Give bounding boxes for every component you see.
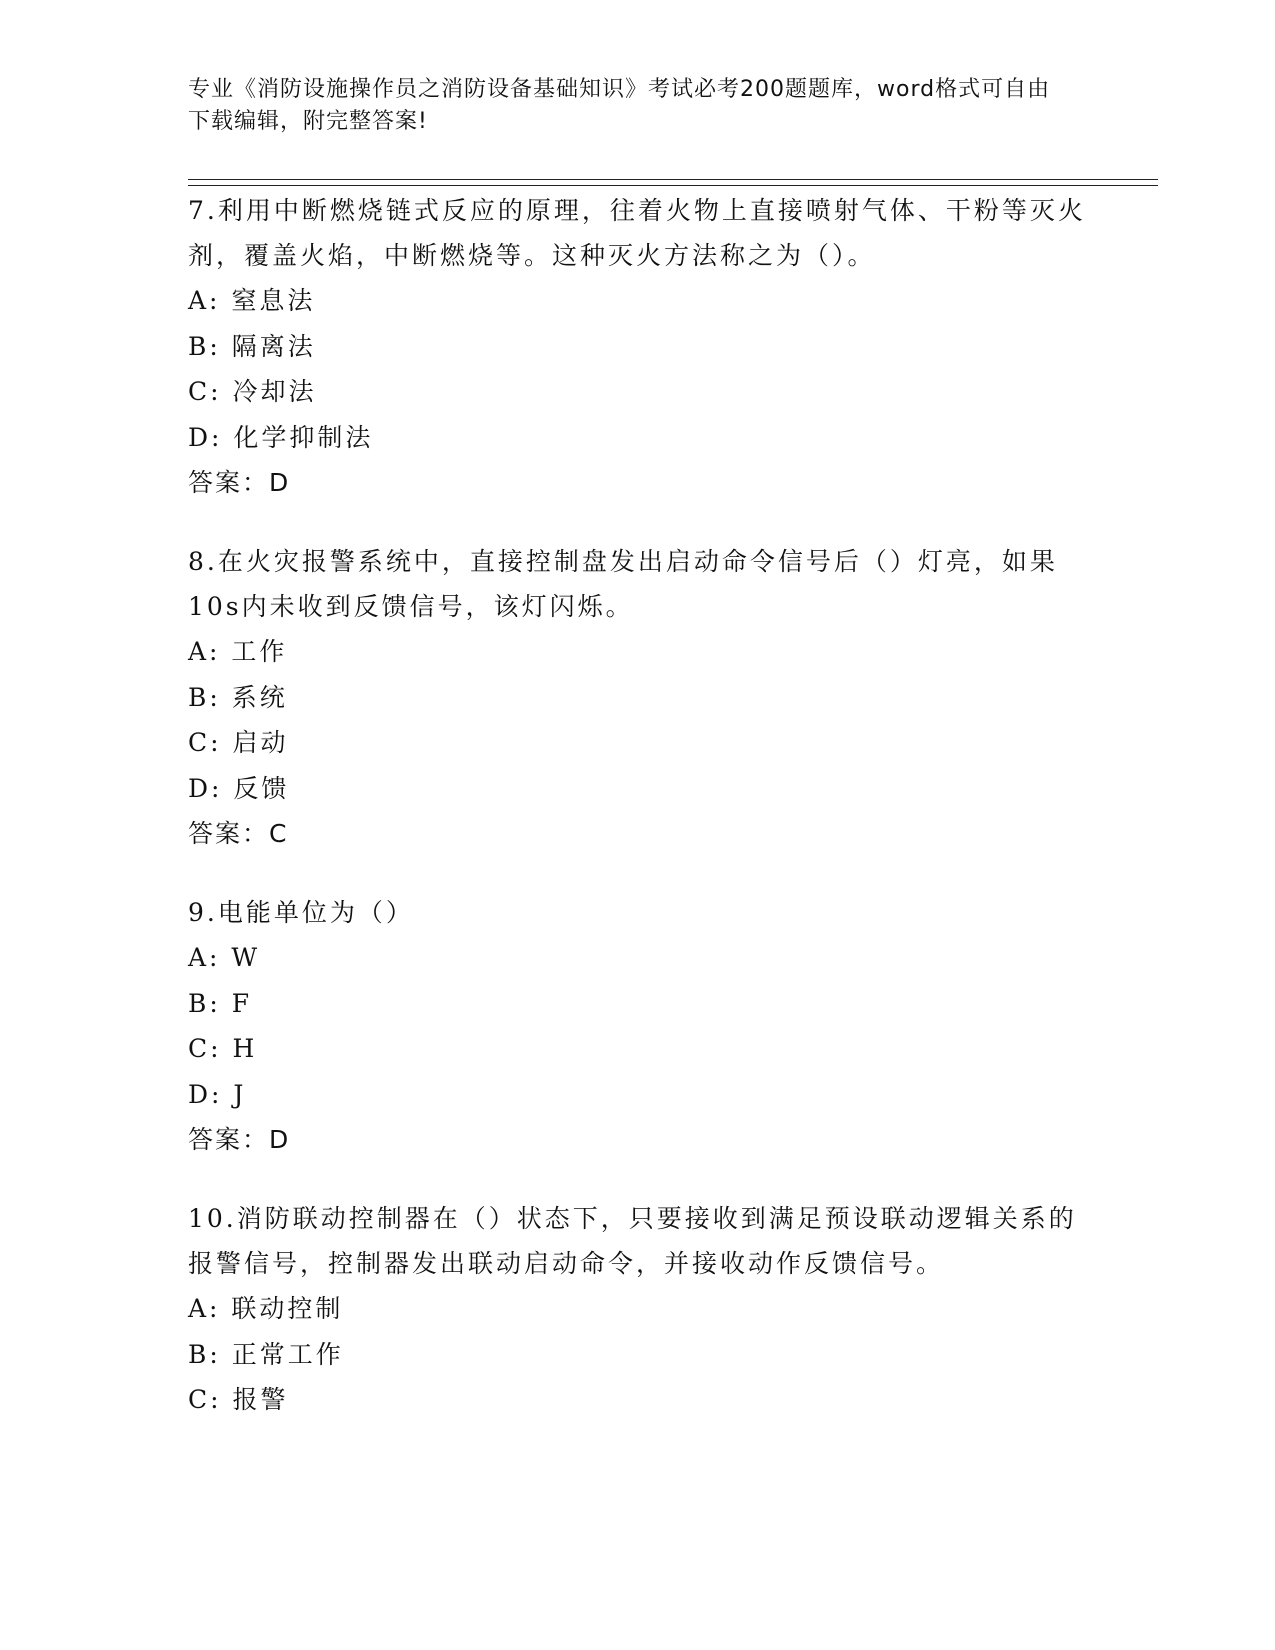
answer-line: 答案：C xyxy=(188,819,289,848)
question-text: 10.消防联动控制器在（）状态下，只要接收到满足预设联动逻辑关系的报警信号，控制器发出联动启动命令，并接收动作反馈信号。 xyxy=(188,1204,1077,1278)
option-d: D: 反馈 xyxy=(188,773,290,803)
answer-line: 答案：D xyxy=(188,1125,291,1154)
option-a: A: 联动控制 xyxy=(188,1294,344,1323)
option-c: C: H xyxy=(188,1034,258,1063)
answer-line: 答案：D xyxy=(188,468,291,497)
question-7 xyxy=(188,188,1088,505)
option-a: A: 工作 xyxy=(188,637,288,666)
option-d: D: J xyxy=(188,1079,247,1109)
option-b: B: 系统 xyxy=(188,682,288,712)
question-list xyxy=(188,188,1088,1457)
question-8 xyxy=(188,539,1088,856)
question-9 xyxy=(188,890,1088,1162)
header-divider-top xyxy=(188,179,1158,180)
option-b: B: 隔离法 xyxy=(188,331,316,361)
option-b: B: F xyxy=(188,988,253,1018)
option-a: A: 窒息法 xyxy=(188,286,316,315)
option-a: A: W xyxy=(188,943,261,972)
question-text: 7.利用中断燃烧链式反应的原理，往着火物上直接喷射气体、干粉等灭火剂，覆盖火焰，中断燃烧等。这种灭火方法称之为（）。 xyxy=(188,196,1086,270)
option-d: D: 化学抑制法 xyxy=(188,422,374,452)
document-intro: 专业《消防设施操作员之消防设备基础知识》考试必考200题题库，word格式可自由下载编辑，附完整答案! xyxy=(188,77,1051,134)
question-text: 8.在火灾报警系统中，直接控制盘发出启动命令信号后（）灯亮，如果10s内未收到反馈信号，该灯闪烁。 xyxy=(188,547,1058,621)
option-c: C: 启动 xyxy=(188,728,289,757)
header-divider-bottom xyxy=(188,185,1158,186)
question-10 xyxy=(188,1196,1088,1423)
option-c: C: 报警 xyxy=(188,1385,289,1414)
option-b: B: 正常工作 xyxy=(188,1339,344,1369)
option-c: C: 冷却法 xyxy=(188,377,317,406)
question-text: 9.电能单位为（） xyxy=(188,898,414,927)
